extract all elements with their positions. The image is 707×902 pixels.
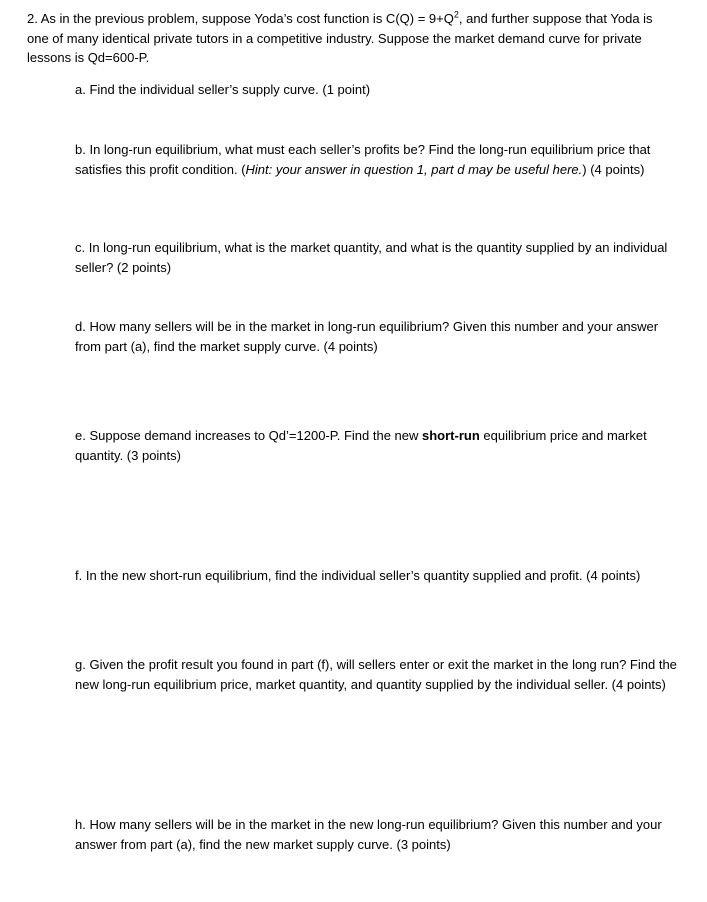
part-e-text-end: equilibrium price and market quantity. (3 points) [75,428,647,463]
intro-exponent: 2 [453,9,459,20]
question-part-a: a. Find the individual seller’s supply curve. (1 point) [75,82,371,97]
intro-text-end: , and further suppose that Yoda is one of many identical private tutors in a competitive industry. Suppose the market demand curve for private lessons is Qd=600-P. [27,11,653,65]
part-b-text-end: ) (4 points) [582,161,645,177]
question-part-e [75,426,680,465]
question-part-f: f. In the new short-run equilibrium, find the individual seller’s quantity supplied and profit. (4 points) [75,568,641,583]
question-part-h: h. How many sellers will be in the market in the new long-run equilibrium? Given this number and your answer from part (a), find the new market supply curve. (3 points) [75,817,662,852]
question-part-c: c. In long-run equilibrium, what is the market quantity, and what is the quantity supplied by an individual seller? (2 points) [75,240,668,275]
part-e-emphasis: short-run [422,428,480,443]
question-part-d: d. How many sellers will be in the market in long-run equilibrium? Given this number and your answer from part (a), find the market supply curve. (4 points) [75,319,659,354]
problem-intro [27,9,677,68]
question-part-g: g. Given the profit result you found in part (f), will sellers enter or exit the market in the long run? Find the new long-run equilibrium price, market quantity, and quantity supplied by the individual seller. (4 points) [75,657,677,692]
question-part-b [75,140,680,179]
intro-text-start: 2. As in the previous problem, suppose Yoda’s cost function is C(Q) = 9+Q [27,11,454,26]
part-e-text-start: e. Suppose demand increases to Qd’=1200-P. Find the new [75,428,423,443]
part-b-text-start: b. In long-run equilibrium, what must each seller’s profits be? Find the long-run equilibrium price that satisfies this profit condition. ( [75,142,651,177]
part-b-hint: Hint: your answer in question 1, part d may be useful here. [245,161,583,177]
